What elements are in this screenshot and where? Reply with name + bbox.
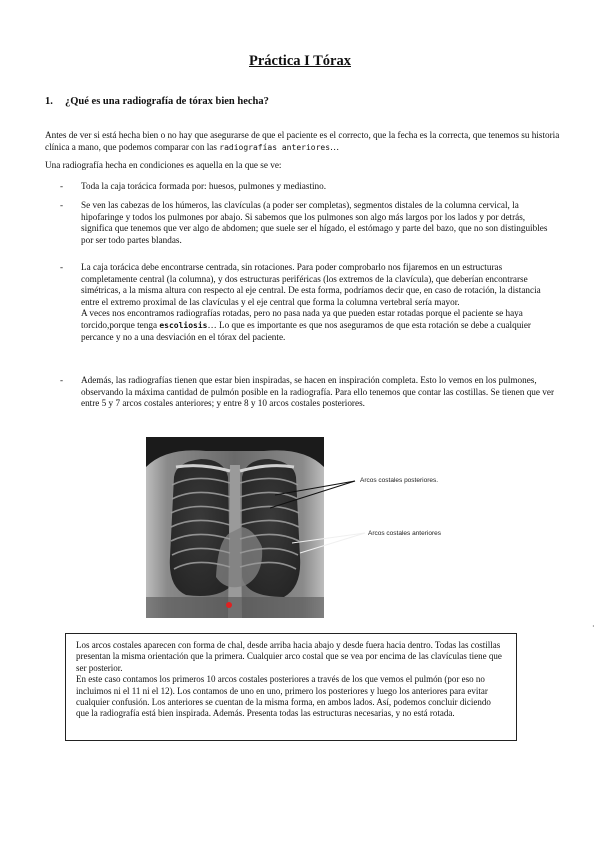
question-text: ¿Qué es una radiografía de tórax bien hecha? <box>65 96 269 107</box>
intro-text-before: Antes de ver si está hecha bien o no hay que asegurarse de que el paciente es el correcto, que la fecha es la correcta, que tenemos su historia clínica a mano, que podemos comparar con las <box>45 130 560 152</box>
intro-text-after: … <box>330 141 340 152</box>
bullet-dash: - <box>60 262 64 272</box>
page-title: Práctica I Tórax <box>248 53 351 69</box>
margin-mark: · <box>592 622 595 631</box>
bullet-dash: - <box>60 181 64 191</box>
summary-box <box>65 633 517 741</box>
bullet-text: Además, las radiografías tienen que estar bien inspiradas, se hacen en inspiración completa. Esto lo vemos en los pulmones, observando la máxima cantidad de pulmón posible en la radiografía. Para ello tenemos que contar las costillas. Se tienen que ver entre 5 y 7 arcos costales anteriores; y entre 8 y 10 arcos costales posteriores. <box>81 375 555 409</box>
label-anterior-arcs: Arcos costales anteriores <box>368 530 441 537</box>
bullet-text: Toda la caja torácica formada por: huesos, pulmones y mediastino. <box>81 181 327 191</box>
bullet-text2-before: A veces nos encontramos radiografías rotadas, pero no pasa nada ya que pueden estar rotadas porque el paciente se haya torcido,porque tenga <box>81 308 523 330</box>
lead-paragraph: Una radiografía hecha en condiciones es aquella en la que se ve: <box>45 160 282 170</box>
bullet-dash: - <box>60 200 64 210</box>
intro-emphasis: radiografías anteriores <box>219 142 331 152</box>
summary-paragraph: Los arcos costales aparecen con forma de chal, desde arriba hacia abajo y desde fuera hacia dentro. Todas las costillas presentan la misma orientación que la primera. Cualquier arco costal que se vea por encima de las clavículas tiene que ser posterior. <box>76 640 502 673</box>
bullet-dash: - <box>60 375 64 385</box>
label-posterior-arcs: Arcos costales posteriores. <box>360 477 439 484</box>
bullet-text: Se ven las cabezas de los húmeros, las clavículas (a poder ser completas), segmentos distales de la columna cervical, la hipofaringe y todos los pulmones por abajo. Si sabemos que los pulmones son algo más largos por los lados y por detrás, significa que tenemos que ver algo de abdomen; que suele ser el hígado, el estómago y parte del bazo, que no son distinguibles por ser todo partes blandas. <box>81 200 548 245</box>
bullet-text: La caja torácica debe encontrarse centrada, sin rotaciones. Para poder comprobarlo nos fijaremos en un estructuras completamente central (la columna), y dos estructuras periféricas (los extremos de la clavícula), que deberían encontrarse simétricas, a la misma altura con respecto al eje central. De esta forma, podríamos decir que, en caso de rotación, la distancia entre el extremo proximal de las clavículas y el eje central que forma la columna vertebral sería mayor. <box>81 262 541 307</box>
bullet-text2-after: … Lo que es importante es que nos aseguramos de que esta rotación se debe a cualquier percance y no a una desviación en el tórax del paciente. <box>81 319 531 342</box>
summary-paragraph: En este caso contamos los primeros 10 arcos costales posteriores a través de los que vemos el pulmón (por eso no incluimos ni el 11 ni el 12). Los contamos de uno en uno, primero los posteriores y luego los anteriores para evitar cualquier confusión. Los anteriores se cuentan de la misma forma, en ambos lados. Así, podemos concluir diciendo que la radiografía está bien inspirada. Además. Presenta todas las estructuras necesarias, y no está rotada. <box>76 674 491 719</box>
bullet-text2-bold: escoliosis <box>159 320 208 330</box>
question-number: 1. <box>45 96 53 107</box>
